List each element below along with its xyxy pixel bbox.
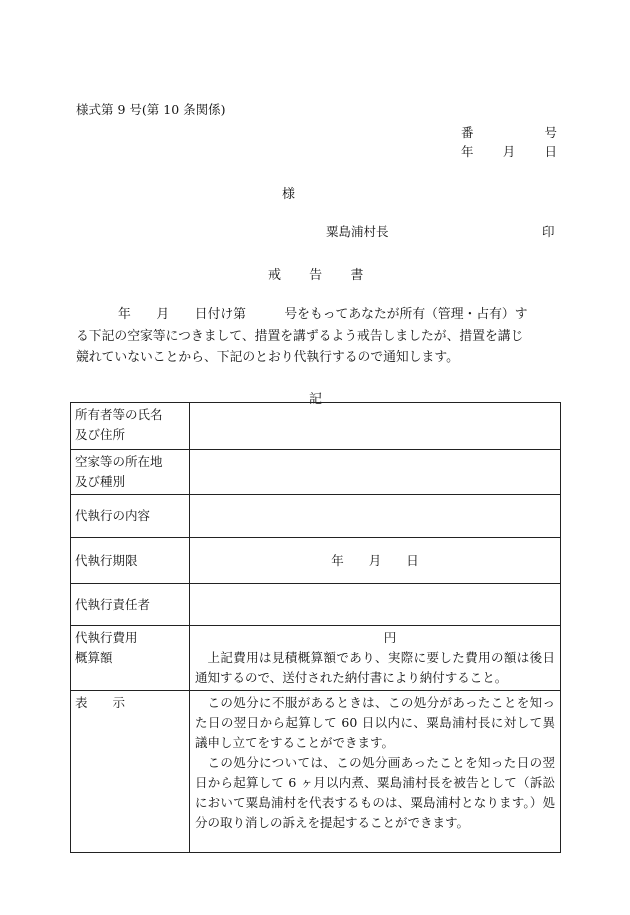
day-label: 日 <box>544 144 557 159</box>
date-row <box>461 142 557 160</box>
owner-label-line-2: 及び住所 <box>75 427 126 442</box>
cost-value <box>190 626 561 691</box>
details-table <box>70 402 561 853</box>
table-row <box>71 403 561 450</box>
table-row <box>71 495 561 538</box>
table-row <box>71 691 561 853</box>
month-label: 月 <box>502 144 516 159</box>
notice-value <box>190 691 561 853</box>
cost-label-line-1: 代執行費用 <box>75 630 138 645</box>
table-row <box>71 584 561 626</box>
title-char-1: 戒 <box>268 268 282 283</box>
seal-mark: 印 <box>542 224 555 239</box>
table-row <box>71 450 561 495</box>
owner-label-line-1: 所有者等の氏名 <box>75 407 163 422</box>
responsible-value <box>190 584 561 626</box>
cost-label-line-2: 概算額 <box>75 650 113 665</box>
period-label: 代執行期限 <box>71 538 190 584</box>
cost-yen: 円 <box>383 630 397 645</box>
title-char-2: 告 <box>309 268 323 283</box>
addressee-suffix: 様 <box>282 187 296 202</box>
notice-paragraph-1: この処分に不服があるときは、この処分があったことを知った日の翌日から起算して 60 日以内に、粟島浦村長に対して異議申し立てをすることができます。 <box>195 695 555 750</box>
cost-note: 上記費用は見積概算額であり、実際に要した費用の額は後日通知するので、送付された納付書により納付すること。 <box>195 650 555 685</box>
body-paragraph <box>76 304 558 369</box>
location-value <box>190 450 561 495</box>
table-row <box>71 538 561 584</box>
year-label: 年 <box>461 144 474 159</box>
cost-label <box>71 626 190 691</box>
notice-paragraph-2: この処分については、この処分画あったことを知った日の翌日から起算して 6 ヶ月以内煮、粟島浦村長を被告として（訴訟において粟島浦村を代表するものは、粟島浦村となります。）処分の取り消しの訴えを提起することができます。 <box>195 755 555 830</box>
issuer-title: 粟島浦村長 <box>326 224 389 239</box>
content-value <box>190 495 561 538</box>
document-title <box>268 264 363 283</box>
form-number: 様式第 9 号(第 10 条関係) <box>76 102 226 117</box>
owner-value <box>190 403 561 450</box>
location-label <box>71 450 190 495</box>
location-label-line-1: 空家等の所在地 <box>75 454 163 469</box>
ban-label: 番 <box>461 125 474 140</box>
body-line-3: 競れていないことから、下記のとおり代執行するので通知します。 <box>76 350 459 365</box>
body-line-2: る下記の空家等につきまして、措置を講ずるよう戒告しましたが、措置を講じ <box>76 328 524 344</box>
title-char-3: 書 <box>350 268 364 283</box>
document-number-row <box>461 123 557 141</box>
responsible-label: 代執行責任者 <box>71 584 190 626</box>
ki-heading: 記 <box>309 392 323 407</box>
period-value: 年 月 日 <box>190 538 561 584</box>
body-line-1: 年 月 日付け第 号をもってあなたが所有（管理・占有）す <box>118 307 528 322</box>
owner-label <box>71 403 190 450</box>
content-label: 代執行の内容 <box>71 495 190 538</box>
location-label-line-2: 及び種別 <box>75 474 126 489</box>
go-label: 号 <box>544 125 557 140</box>
table-row <box>71 626 561 691</box>
notice-label: 表 示 <box>71 691 190 853</box>
